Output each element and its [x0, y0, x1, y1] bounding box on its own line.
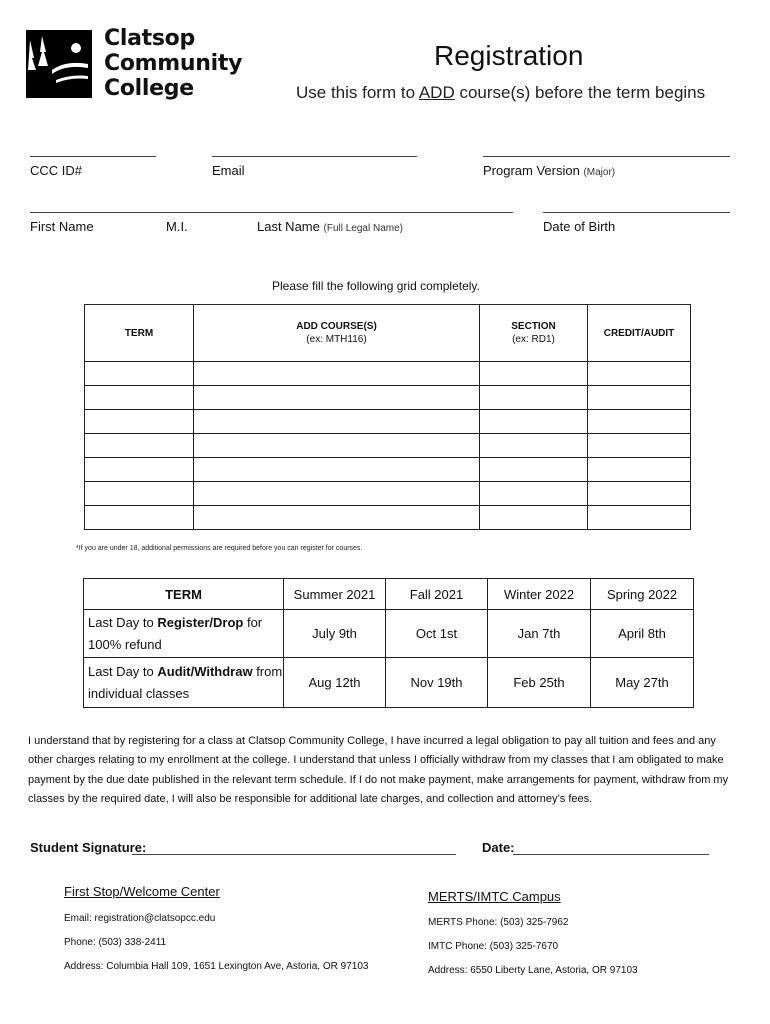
imtc-phone: IMTC Phone: (503) 325-7670 [428, 941, 559, 952]
merts-address: Address: 6550 Liberty Lane, Astoria, OR 97103 [428, 965, 638, 976]
grid-cell-term[interactable] [85, 434, 194, 458]
dates-term-summer: Summer 2021 [284, 579, 386, 610]
grid-header-term [85, 305, 194, 362]
page-subtitle [296, 83, 705, 103]
dates-term-winter: Winter 2022 [488, 579, 591, 610]
student-signature-field[interactable] [132, 854, 456, 855]
grid-header-term-text: TERM [124, 327, 154, 339]
dates-header-row [84, 579, 694, 610]
mi-label: M.I. [166, 219, 188, 234]
dates-term-spring: Spring 2022 [591, 579, 694, 610]
grid-cell-section[interactable] [480, 434, 588, 458]
grid-header-course-example: (ex: MTH116) [306, 334, 367, 345]
course-grid [84, 304, 691, 530]
grid-cell-credit-audit[interactable] [588, 458, 691, 482]
grid-row [85, 362, 691, 386]
grid-cell-course[interactable] [194, 458, 480, 482]
grid-footnote: *If you are under 18, additional permissions are required before you can register for courses. [76, 545, 363, 552]
register-drop-label-b: Register/Drop [157, 614, 244, 630]
program-version-label [483, 163, 615, 178]
grid-cell-term[interactable] [85, 506, 194, 530]
grid-cell-term[interactable] [85, 386, 194, 410]
audit-withdraw-label-a: Last Day to [88, 663, 158, 679]
audit-withdraw-winter: Feb 25th [488, 658, 591, 708]
last-name-text: Last Name [257, 219, 320, 234]
register-drop-fall: Oct 1st [386, 610, 488, 658]
date-label: Date: [482, 840, 515, 855]
register-drop-spring: April 8th [591, 610, 694, 658]
grid-header-row [85, 305, 691, 362]
full-name-field[interactable] [30, 212, 513, 213]
dates-term-fall: Fall 2021 [386, 579, 488, 610]
grid-cell-course[interactable] [194, 434, 480, 458]
merts-phone: MERTS Phone: (503) 325-7962 [428, 917, 569, 928]
dob-label: Date of Birth [543, 219, 616, 234]
welcome-center-email: Email: registration@clatsopcc.edu [64, 913, 216, 924]
dates-audit-withdraw-row [84, 658, 694, 708]
email-field[interactable] [212, 156, 417, 157]
grid-cell-term[interactable] [85, 410, 194, 434]
grid-header-credit-audit [588, 305, 691, 362]
grid-row [85, 410, 691, 434]
audit-withdraw-label-b: Audit/Withdraw [157, 663, 253, 679]
register-drop-label-a: Last Day to [88, 614, 158, 630]
grid-cell-section[interactable] [480, 386, 588, 410]
grid-row [85, 506, 691, 530]
register-drop-summer: July 9th [284, 610, 386, 658]
grid-header-course-text: ADD COURSE(S) [296, 321, 377, 332]
audit-withdraw-summer: Aug 12th [284, 658, 386, 708]
audit-withdraw-fall: Nov 19th [386, 658, 488, 708]
wordmark-line-1: Clatsop [104, 26, 195, 51]
email-label: Email [212, 163, 245, 178]
grid-header-section-example: (ex: RD1) [512, 334, 555, 345]
wordmark-line-2: Community [104, 51, 243, 76]
last-name-label [257, 219, 403, 234]
grid-cell-course[interactable] [194, 506, 480, 530]
grid-cell-section[interactable] [480, 506, 588, 530]
grid-header-section [480, 305, 588, 362]
grid-header-section-text: SECTION [511, 321, 556, 332]
program-version-field[interactable] [483, 156, 730, 157]
agreement-text: I understand that by registering for a class at Clatsop Community College, I have incurred a legal obligation to pay all tuition and fees and any other charges relating to my enrollment at the college. I understand that unless I officially withdraw from my classes that I am obligated to make payment by the due date published in the relevant term schedule. If I do not make payment, make arrangements for payment, withdraw from my classes by the required date, I will also be responsible for additional late charges, and collection and attorney’s fees. [28, 735, 729, 805]
welcome-center-address: Address: Columbia Hall 109, 1651 Lexington Ave, Astoria, OR 97103 [64, 961, 369, 972]
grid-cell-section[interactable] [480, 482, 588, 506]
grid-header-credit-audit-text: CREDIT/AUDIT [603, 327, 675, 339]
welcome-center-heading: First Stop/Welcome Center [64, 884, 220, 899]
grid-cell-credit-audit[interactable] [588, 386, 691, 410]
subtitle-pre: Use this form to [296, 83, 419, 102]
grid-cell-credit-audit[interactable] [588, 410, 691, 434]
grid-cell-credit-audit[interactable] [588, 506, 691, 530]
subtitle-post: course(s) before the term begins [454, 83, 706, 102]
grid-cell-section[interactable] [480, 362, 588, 386]
grid-cell-term[interactable] [85, 458, 194, 482]
audit-withdraw-spring: May 27th [591, 658, 694, 708]
welcome-center-phone: Phone: (503) 338-2411 [64, 937, 167, 948]
grid-header-course [194, 305, 480, 362]
grid-cell-course[interactable] [194, 482, 480, 506]
register-drop-label-c: for 100% refund [88, 614, 263, 652]
grid-row [85, 458, 691, 482]
register-drop-label [84, 610, 284, 658]
signature-date-field[interactable] [513, 854, 709, 855]
student-signature-label: Student Signature: [30, 840, 147, 855]
dob-field[interactable] [543, 212, 730, 213]
grid-cell-term[interactable] [85, 482, 194, 506]
register-drop-winter: Jan 7th [488, 610, 591, 658]
grid-cell-course[interactable] [194, 386, 480, 410]
grid-cell-course[interactable] [194, 410, 480, 434]
subtitle-add: ADD [418, 83, 455, 102]
grid-cell-term[interactable] [85, 362, 194, 386]
grid-cell-course[interactable] [194, 362, 480, 386]
merts-campus-heading: MERTS/IMTC Campus [428, 889, 561, 904]
page-title: Registration [434, 40, 584, 71]
grid-row [85, 386, 691, 410]
grid-row [85, 482, 691, 506]
grid-cell-section[interactable] [480, 410, 588, 434]
program-version-note: (Major) [583, 167, 616, 178]
dates-register-drop-row [84, 610, 694, 658]
college-logo-icon [26, 30, 92, 98]
college-wordmark [104, 26, 242, 101]
first-name-label: First Name [30, 219, 94, 234]
ccc-id-field[interactable] [30, 156, 156, 157]
grid-row [85, 434, 691, 458]
wordmark-line-3: College [104, 76, 194, 101]
audit-withdraw-label-c: from individual classes [88, 663, 283, 701]
grid-instruction: Please fill the following grid completely. [272, 279, 480, 293]
program-version-text: Program Version [483, 163, 580, 178]
grid-cell-credit-audit[interactable] [588, 434, 691, 458]
term-dates-table [83, 578, 694, 708]
grid-cell-section[interactable] [480, 458, 588, 482]
grid-cell-credit-audit[interactable] [588, 482, 691, 506]
audit-withdraw-label [84, 658, 284, 708]
ccc-id-label: CCC ID# [30, 163, 83, 178]
dates-term-label: TERM [84, 579, 284, 610]
grid-cell-credit-audit[interactable] [588, 362, 691, 386]
last-name-note: (Full Legal Name) [323, 223, 403, 234]
